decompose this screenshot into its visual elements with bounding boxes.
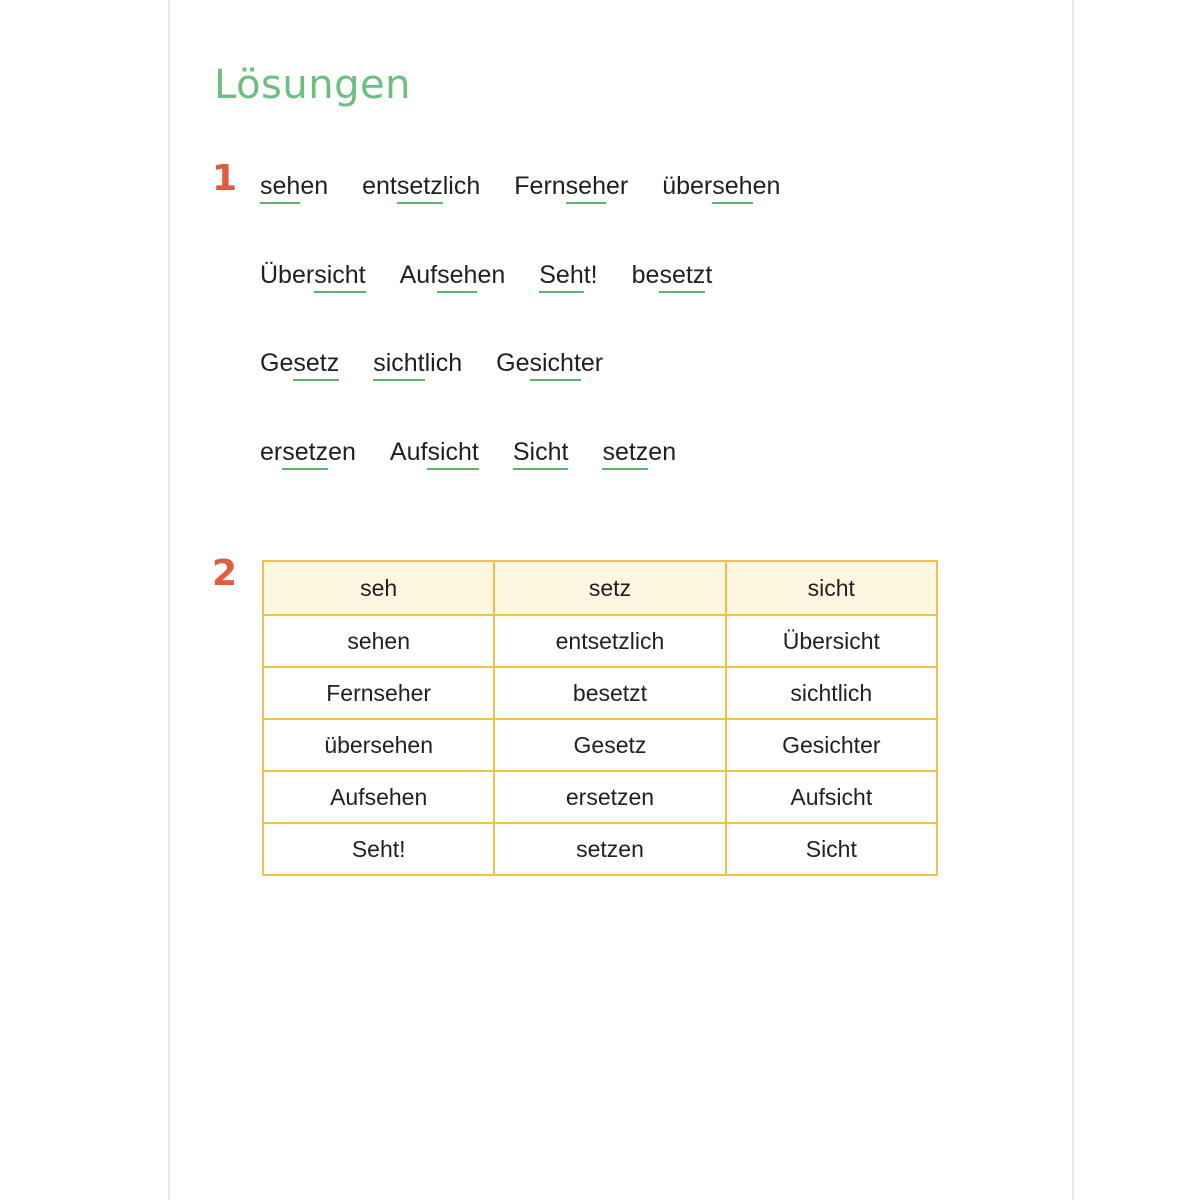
word-prefix: be bbox=[631, 261, 660, 289]
page-margin-right bbox=[1074, 0, 1200, 1200]
answer-word bbox=[400, 261, 506, 290]
table-cell: sichtlich bbox=[726, 667, 937, 719]
table-row bbox=[263, 719, 937, 771]
page-margin-left bbox=[0, 0, 168, 1200]
word-suffix: en bbox=[328, 438, 356, 466]
word-suffix: t bbox=[705, 261, 713, 289]
word-stem-underlined: setz bbox=[602, 438, 648, 470]
word-stem-underlined: Sicht bbox=[513, 438, 569, 470]
word-stem-underlined: seh bbox=[712, 172, 752, 204]
table-row bbox=[263, 771, 937, 823]
answer-line-3 bbox=[260, 349, 603, 378]
answer-word bbox=[373, 349, 462, 378]
word-stem-underlined: sicht bbox=[427, 438, 478, 470]
word-sort-table bbox=[262, 560, 938, 876]
answer-word bbox=[362, 172, 480, 201]
word-stem-underlined: setz bbox=[282, 438, 328, 470]
word-prefix: Fern bbox=[514, 172, 566, 200]
table-cell: Gesetz bbox=[494, 719, 725, 771]
word-stem-underlined: sicht bbox=[314, 261, 365, 293]
answer-word bbox=[260, 438, 356, 467]
word-stem-underlined: seh bbox=[437, 261, 477, 293]
word-suffix: en bbox=[752, 172, 781, 200]
table-row bbox=[263, 667, 937, 719]
word-prefix: über bbox=[662, 172, 713, 200]
answer-word bbox=[260, 172, 328, 201]
answer-word bbox=[662, 172, 780, 201]
word-stem-underlined: sicht bbox=[530, 349, 581, 381]
table-cell: Sicht bbox=[726, 823, 937, 875]
word-prefix: er bbox=[260, 438, 283, 466]
word-prefix: Ge bbox=[496, 349, 530, 377]
word-stem-underlined: seh bbox=[566, 172, 606, 204]
word-suffix: en bbox=[648, 438, 677, 466]
table-cell: Aufsehen bbox=[263, 771, 494, 823]
word-suffix: er bbox=[605, 172, 629, 200]
table-header-cell: sicht bbox=[726, 561, 937, 615]
word-stem-underlined: Seh bbox=[539, 261, 583, 293]
answer-word bbox=[260, 349, 339, 378]
word-suffix: er bbox=[580, 349, 604, 377]
answer-line-2 bbox=[260, 261, 712, 290]
word-suffix: en bbox=[300, 172, 329, 200]
table-cell: übersehen bbox=[263, 719, 494, 771]
table-cell: Fernseher bbox=[263, 667, 494, 719]
word-suffix: lich bbox=[424, 349, 463, 377]
table-row bbox=[263, 823, 937, 875]
answer-word bbox=[496, 349, 603, 378]
word-prefix: ent bbox=[362, 172, 397, 200]
word-stem-underlined: setz bbox=[659, 261, 705, 293]
answer-word bbox=[632, 261, 713, 290]
table-cell: setzen bbox=[494, 823, 725, 875]
table-cell: entsetzlich bbox=[494, 615, 725, 667]
exercise-1-number: 1 bbox=[212, 158, 238, 199]
table-cell: ersetzen bbox=[494, 771, 725, 823]
word-stem-underlined: seh bbox=[260, 172, 300, 204]
word-stem-underlined: setz bbox=[293, 349, 339, 381]
word-suffix: lich bbox=[442, 172, 481, 200]
answer-word bbox=[260, 261, 366, 290]
word-prefix: Auf bbox=[389, 438, 428, 466]
table-cell: Gesichter bbox=[726, 719, 937, 771]
word-stem-underlined: setz bbox=[397, 172, 443, 204]
word-prefix: Ge bbox=[260, 349, 294, 377]
table-header-cell: seh bbox=[263, 561, 494, 615]
word-prefix: Auf bbox=[399, 261, 438, 289]
table-cell: Seht! bbox=[263, 823, 494, 875]
table-cell: Aufsicht bbox=[726, 771, 937, 823]
table-cell: besetzt bbox=[494, 667, 725, 719]
table-cell: Übersicht bbox=[726, 615, 937, 667]
page-title: Lösungen bbox=[214, 62, 411, 108]
table-header-cell: setz bbox=[494, 561, 725, 615]
table-row bbox=[263, 615, 937, 667]
worksheet-page bbox=[168, 0, 1074, 1200]
answer-word bbox=[513, 438, 569, 467]
answer-word bbox=[390, 438, 479, 467]
answer-word bbox=[514, 172, 628, 201]
answer-word bbox=[602, 438, 676, 467]
answer-line-1 bbox=[260, 172, 780, 201]
word-prefix: Über bbox=[260, 261, 315, 289]
answer-word bbox=[539, 261, 597, 290]
table-cell: sehen bbox=[263, 615, 494, 667]
word-suffix: en bbox=[477, 261, 506, 289]
word-suffix: t! bbox=[583, 261, 598, 289]
word-stem-underlined: sicht bbox=[373, 349, 424, 381]
exercise-2-number: 2 bbox=[212, 553, 238, 594]
answer-line-4 bbox=[260, 438, 676, 467]
table-header-row bbox=[263, 561, 937, 615]
